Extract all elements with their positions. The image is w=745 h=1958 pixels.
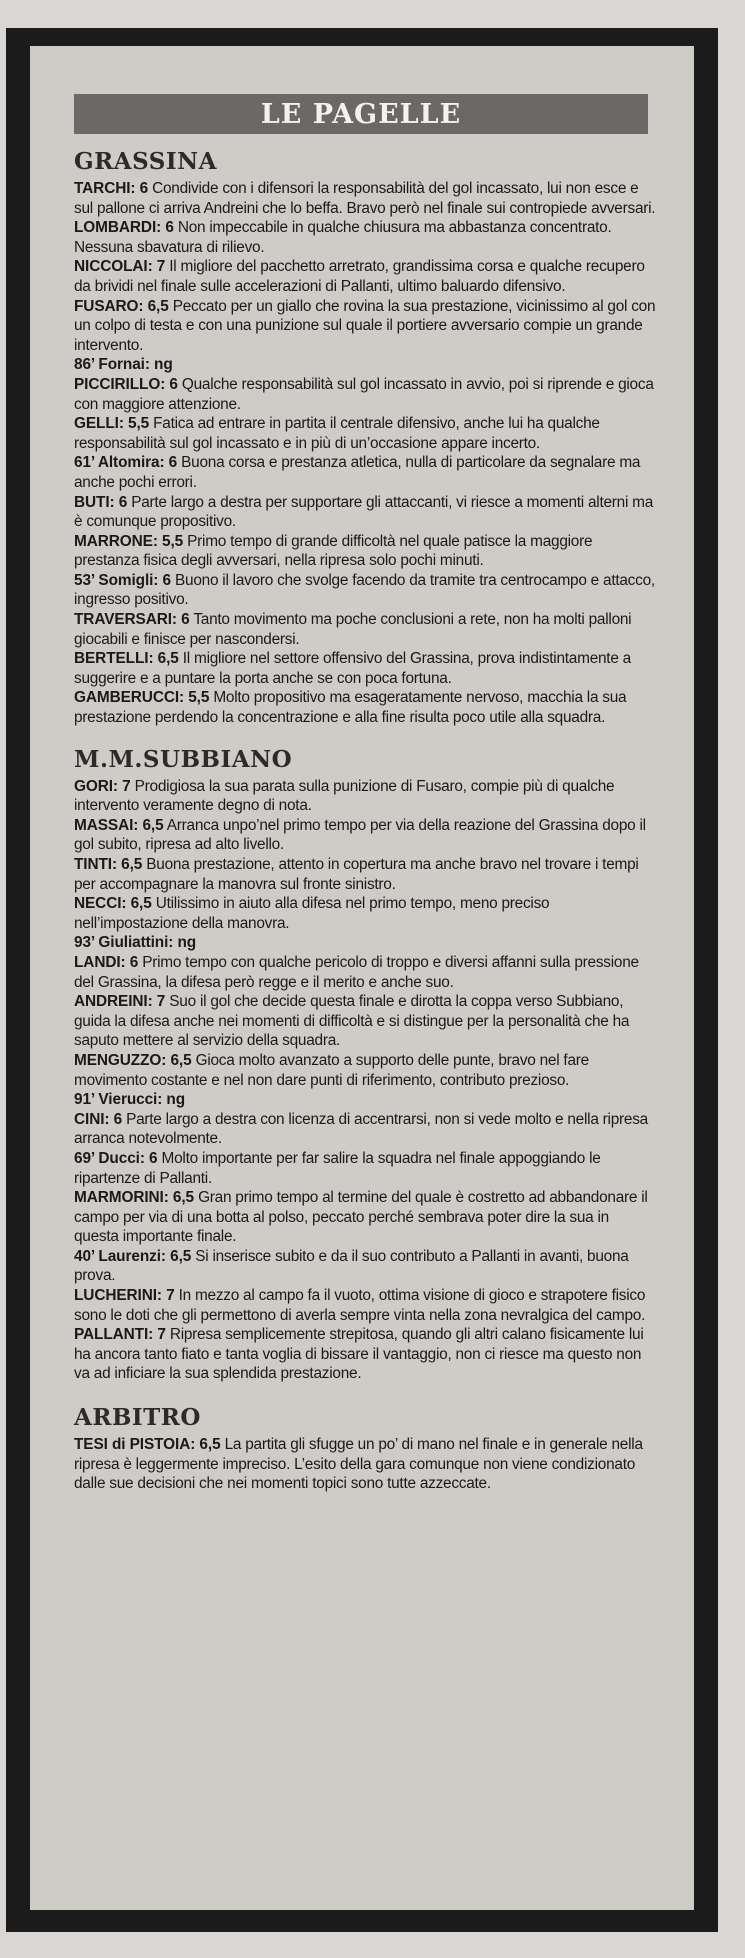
player-comment: Molto importante per far salire la squadra nel finale appoggiando le ripartenze di Pallanti. xyxy=(74,1149,601,1187)
player-name-rating: TARCHI: 6 xyxy=(74,180,149,197)
player-comment: La partita gli sfugge un po’ di mano nel finale e in generale nella ripresa è leggermente impreciso. L’esito della gara comunque non viene condizionato dalle sue decisioni che nei momenti topici sono tutte azzeccate. xyxy=(74,1436,643,1493)
player-rating-entry xyxy=(74,1247,656,1286)
player-comment: Buono il lavoro che svolge facendo da tramite tra centrocampo e attacco, ingresso positivo. xyxy=(74,571,655,609)
player-rating-entry xyxy=(74,1110,656,1149)
player-rating-entry xyxy=(74,610,656,649)
player-rating-entry xyxy=(74,414,656,453)
player-rating-entry xyxy=(74,493,656,532)
player-rating-entry xyxy=(74,355,656,375)
entries-list xyxy=(74,179,656,728)
player-comment: Prodigiosa la sua parata sulla punizione di Fusaro, compie più di qualche intervento veramente degno di nota. xyxy=(74,777,615,815)
player-name-rating: MENGUZZO: 6,5 xyxy=(74,1051,192,1069)
player-name-rating: 91’ Vierucci: ng xyxy=(74,1091,186,1109)
player-name-rating: BERTELLI: 6,5 xyxy=(74,650,179,668)
player-name-rating: 61’ Altomira: 6 xyxy=(74,454,178,472)
player-rating-entry xyxy=(74,933,656,953)
player-comment: Condivide con i difensori la responsabilità del gol incassato, lui non esce e sul pallone ci arriva Andreini che lo beffa. Bravo però nel finale sui contropiede avversari. xyxy=(74,180,656,217)
player-comment: Il migliore nel settore offensivo del Grassina, prova indistintamente a suggerire e a puntare la porta anche se con poca fortuna. xyxy=(74,650,631,687)
player-comment: Molto propositivo ma esageratamente nervoso, macchia la sua prestazione perdendo la concentrazione e alla fine risulta poco utile alla squadra. xyxy=(74,689,627,727)
player-comment: Fatica ad entrare in partita il centrale difensivo, anche lui ha qualche responsabilità sul gol incassato e in più di un’occasione appare incerto. xyxy=(74,415,600,452)
player-name-rating: FUSARO: 6,5 xyxy=(74,297,169,315)
player-comment: In mezzo al campo fa il vuoto, ottima visione di gioco e strapotere fisico sono le doti che gli permettono di averla sempre vinta nella zona nevralgica del campo. xyxy=(74,1287,646,1324)
player-rating-entry xyxy=(74,992,656,1051)
player-rating-entry xyxy=(74,1286,656,1325)
player-comment: Non impeccabile in qualche chiusura ma abbastanza concentrato. Nessuna sbavatura di rilievo. xyxy=(74,219,612,256)
player-name-rating: CINI: 6 xyxy=(74,1110,123,1128)
player-name-rating: LANDI: 6 xyxy=(74,953,139,971)
player-comment: Suo il gol che decide questa finale e dirotta la coppa verso Subbiano, guida la difesa anche nei momenti di difficoltà e si distingue per la personalità che ha saputo mettere al servizio della squadra. xyxy=(74,993,630,1050)
player-rating-entry xyxy=(74,649,656,688)
player-name-rating: LUCHERINI: 7 xyxy=(74,1287,175,1305)
player-rating-entry xyxy=(74,1051,656,1090)
player-comment: Si inserisce subito e da il suo contributo a Pallanti in avanti, buona prova. xyxy=(74,1247,629,1285)
player-rating-entry xyxy=(74,297,656,356)
page-title: LE PAGELLE xyxy=(260,98,462,130)
player-rating-entry xyxy=(74,1149,656,1188)
player-name-rating: TINTI: 6,5 xyxy=(74,856,143,873)
player-rating-entry xyxy=(74,453,656,492)
player-name-rating: NECCI: 6,5 xyxy=(74,895,152,913)
player-rating-entry xyxy=(74,777,656,816)
player-name-rating: ANDREINI: 7 xyxy=(74,993,166,1011)
player-name-rating: NICCOLAI: 7 xyxy=(74,258,166,276)
article-frame xyxy=(6,28,718,1932)
player-comment: Utilissimo in aiuto alla difesa nel primo tempo, meno preciso nell’impostazione della manovra. xyxy=(74,895,550,932)
header-banner xyxy=(74,94,648,134)
player-name-rating: LOMBARDI: 6 xyxy=(74,219,174,237)
player-comment: Ripresa semplicemente strepitosa, quando gli altri calano fisicamente lui ha ancora tanto fiato e tanta voglia di bissare il vantaggio, non ci riesce ma questo non va ad inficiare la sua splendida prestazione. xyxy=(74,1326,644,1383)
player-name-rating: 69’ Ducci: 6 xyxy=(74,1149,158,1167)
player-rating-entry xyxy=(74,257,656,296)
entries-list xyxy=(74,777,656,1384)
player-name-rating: 53’ Somigli: 6 xyxy=(74,571,171,589)
section-title: ARBITRO xyxy=(74,1404,201,1432)
player-rating-entry xyxy=(74,218,656,257)
player-name-rating: PALLANTI: 7 xyxy=(74,1326,166,1344)
player-comment: Parte largo a destra con licenza di accentrarsi, non si vede molto e nella ripresa arranca notevolmente. xyxy=(74,1110,648,1148)
player-rating-entry xyxy=(74,855,656,894)
player-name-rating: 86’ Fornai: ng xyxy=(74,356,173,374)
player-rating-entry xyxy=(74,1090,656,1110)
player-rating-entry xyxy=(74,179,656,218)
player-rating-entry xyxy=(74,953,656,992)
player-name-rating: GELLI: 5,5 xyxy=(74,415,150,433)
section-arbitro xyxy=(74,1404,656,1494)
player-name-rating: PICCIRILLO: 6 xyxy=(74,375,178,393)
player-rating-entry xyxy=(74,532,656,571)
player-name-rating: 93’ Giuliattini: ng xyxy=(74,934,197,952)
player-comment: Buona corsa e prestanza atletica, nulla di particolare da segnalare ma anche pochi errori. xyxy=(74,454,641,491)
player-name-rating: TESI di PISTOIA: 6,5 xyxy=(74,1436,221,1454)
player-name-rating: TRAVERSARI: 6 xyxy=(74,611,190,629)
player-rating-entry xyxy=(74,375,656,414)
player-comment: Il migliore del pacchetto arretrato, grandissima corsa e qualche recupero da brividi nel finale sulle accelerazioni di Pallanti, ultimo baluardo difensivo. xyxy=(74,258,645,295)
player-name-rating: BUTI: 6 xyxy=(74,493,128,511)
player-comment: Parte largo a destra per supportare gli attaccanti, vi riesce a momenti alterni ma è comunque propositivo. xyxy=(74,493,654,531)
player-rating-entry xyxy=(74,816,656,855)
player-name-rating: MARRONE: 5,5 xyxy=(74,532,184,550)
player-rating-entry xyxy=(74,688,656,727)
player-comment: Buona prestazione, attento in copertura ma anche bravo nel trovare i tempi per accompagnare la manovra sul fronte sinistro. xyxy=(74,856,639,893)
player-rating-entry xyxy=(74,1325,656,1384)
player-comment: Primo tempo di grande difficoltà nel quale patisce la maggiore prestanza fisica degli avversari, nella ripresa solo pochi minuti. xyxy=(74,532,593,570)
player-comment: Gioca molto avanzato a supporto delle punte, bravo nel fare movimento costante e nel non dare punti di riferimento, contributo prezioso. xyxy=(74,1051,589,1089)
player-name-rating: 40’ Laurenzi: 6,5 xyxy=(74,1247,192,1265)
player-comment: Tanto movimento ma poche conclusioni a rete, non ha molti palloni giocabili e finisce per nascondersi. xyxy=(74,611,632,648)
player-rating-entry xyxy=(74,1188,656,1247)
player-rating-entry xyxy=(74,894,656,933)
player-comment: Peccato per un giallo che rovina la sua prestazione, vicinissimo al gol con un colpo di testa e con una punizione sul quale il portiere avversario compie un grande intervento. xyxy=(74,297,656,354)
player-comment: Primo tempo con qualche pericolo di troppo e diversi affanni sulla pressione del Grassina, la difesa però regge e il merito e anche suo. xyxy=(74,953,639,991)
section-title: GRASSINA xyxy=(74,148,217,175)
player-name-rating: GAMBERUCCI: 5,5 xyxy=(74,689,210,707)
player-comment: Gran primo tempo al termine del quale è costretto ad abbandonare il campo per via di una botta al polso, peccato perché sembrava poter dire la sua in questa importante finale. xyxy=(74,1189,648,1246)
player-name-rating: GORI: 7 xyxy=(74,777,131,795)
entries-list xyxy=(74,1435,656,1494)
article-paper xyxy=(30,46,694,1910)
section-grassina xyxy=(74,148,656,728)
player-rating-entry xyxy=(74,1435,656,1494)
player-comment: Arranca unpo’nel primo tempo per via della reazione del Grassina dopo il gol subito, ripresa ad alto livello. xyxy=(74,816,646,854)
player-name-rating: MARMORINI: 6,5 xyxy=(74,1189,195,1207)
player-name-rating: MASSAI: 6,5 xyxy=(74,816,164,834)
section-title: M.M.SUBBIANO xyxy=(74,745,293,773)
player-comment: Qualche responsabilità sul gol incassato in avvio, poi si riprende e gioca con maggiore attenzione. xyxy=(74,375,654,413)
player-rating-entry xyxy=(74,571,656,610)
section-subbiano xyxy=(74,746,656,1384)
